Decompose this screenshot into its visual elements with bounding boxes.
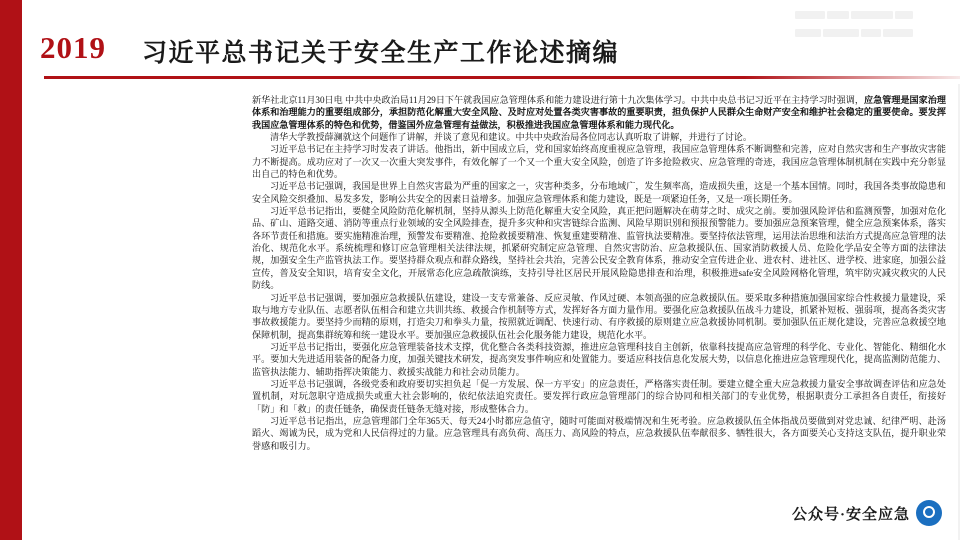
text-run: 习近平总书记指出，应急管理部门全年365天、每天24小时都应急值守，随时可能面对极端情况和生死考验。应急救援队伍全体指战员要做到对党忠诚、纪律严明、赴汤蹈火、竭诚为民，成为党和人民信得过的力量。应急管理具有高负荷、高压力、高风险的特点，应急救援队伍奉献很多、牺牲很大，各方面要关心支持这支队伍，提升职业荣誉感和吸引力。: [252, 415, 946, 451]
text-run: 习近平总书记指出，要强化应急管理装备技术支撑，优化整合各类科技资源，推进应急管理科技自主创新，依靠科技提高应急管理的科学化、专业化、智能化、精细化水平。要加大先进适用装备的配备力度，加强关键技术研发，提高突发事件响应和处置能力。要适应科技信息化发展大势，以信息化推进应急管理现代化，提高监测防范能力、监管执法能力、辅助指挥决策能力、救援实战能力和社会动员能力。: [252, 341, 946, 377]
watermark-stamp: [792, 500, 942, 526]
left-accent-band: [0, 0, 22, 540]
top-right-watermark: [794, 8, 944, 30]
body-paragraph: [252, 94, 946, 131]
text-run: 习近平总书记在主持学习时发表了讲话。他指出，新中国成立后，党和国家始终高度重视应急管理，我国应急管理体系不断调整和完善，应对自然灾害和生产事故灾害能力不断提高。成功应对了一次又一次重大突发事件，有效化解了一个又一个重大安全风险，创造了许多抢险救灾、应急管理的奇迹，我国应急管理体制机制在实践中充分彰显出自己的特色和优势。: [252, 144, 946, 180]
watermark-label: 公众号·安全应急: [791, 506, 910, 523]
text-run: 习近平总书记强调，要加强应急救援队伍建设，建设一支专常兼备、反应灵敏、作风过硬、本领高强的应急救援队伍。要采取多种措施加强国家综合性救援力量建设，采取与地方专业队伍、志愿者队伍相合和建立共训共练、救援合作机制等方式，发挥好各方面力量作用。要强化应急救援队伍战斗力建设，抓紧补短板、强弱项，提高各类灾害事故救援能力。要坚持少而精的原则，打造尖刀和拳头力量，按照就近调配、快速行动、有序救援的原则建立应急救援协同机制。要加强队伍正规化建设，完善应急救援空地保障机制，提高集群统筹和统一建设水平。要加强应急救援队伍社会化服务能力建设，规范化水平。: [252, 292, 946, 340]
page-title: 习近平总书记关于安全生产工作论述摘编: [142, 40, 620, 67]
header-divider: [44, 76, 744, 79]
body-paragraph: [252, 292, 946, 341]
body-paragraph: [252, 131, 946, 143]
text-run: 习近平总书记强调，我国是世界上自然灾害最为严重的国家之一，灾害种类多，分布地域广，发生频率高，造成损失重，这是一个基本国情。同时，我国各类事故隐患和安全风险交织叠加、易发多发，影响公共安全的因素日益增多。加强应急管理体系和能力建设，既是一项紧迫任务，又是一项长期任务。: [252, 181, 946, 204]
body-paragraph: [252, 180, 946, 205]
slide-header: [22, 0, 960, 84]
body-paragraph: [252, 341, 946, 378]
text-run: 习近平总书记强调，各级党委和政府要切实担负起「促一方发展、保一方平安」的应急责任，严格落实责任制。要建立健全重大应急救援力量安全事故调查评估和应急处置机制，对玩忽职守造成损失或重大社会影响的，依纪依法追究责任。要发挥行政应急管理部门的综合协同和相关部门的专业优势，根据职责分工承担各自责任，衔接好「防」和「救」的责任链条，确保责任链条无缝对接，形成整体合力。: [252, 378, 946, 414]
text-run: 习近平总书记指出，要健全风险防范化解机制，坚持从源头上防范化解重大安全风险，真正把问题解决在萌芽之时、成灾之前。要加强风险评估和监测预警，加强对危化品、矿山、道路交通、消防等重点行业领域的安全风险排查，提升多灾种和灾害链综合监测、风险早期识别和预报预警能力。要加强应急预案管理，健全应急预案体系，落实各环节责任和措施。要实施精准治理，预警发布要精准、抢险救援要精准、恢复重建要精准、监管执法要精准。要坚持依法管理，运用法治思维和法治方式提高应急管理的法治化、规范化水平。系统梳理和修订应急管理相关法律法规，抓紧研究制定应急管理、自然灾害防治、应急救援队伍、国家消防救援人员、危险化学品安全等方面的法律法规，加强安全生产监管执法工作。要坚持群众观点和群众路线，坚持社会共治，完善公民安全教育体系，推动安全宣传进企业、进农村、进社区、进学校、进家庭，加强公益宣传，普及安全知识，培育安全文化，开展常态化应急疏散演练，支持引导社区居民开展风险隐患排查和治理，积极推进safe安全风险网格化管理，筑牢防灾减灾救灾的人民防线。: [252, 206, 946, 291]
slide-year: 2019: [40, 30, 106, 65]
text-run: 新华社北京11月30日电 中共中央政治局11月29日下午就我国应急管理体系和能力建设进行第十九次集体学习。中共中央总书记习近平在主持学习时强调，: [252, 95, 864, 105]
header-divider-fade: [744, 76, 960, 79]
body-paragraph: [252, 205, 946, 291]
body-paragraph: [252, 143, 946, 180]
emphasis-run: 应急管理是国家治理体系和治理能力的重要组成部分，承担防范化解重大安全风险、及时应对处置各类灾害事故的重要职责，担负保护人民群众生命财产安全和维护社会稳定的重要使命。要发挥我国应急管理体系的特色和优势，借鉴国外应急管理有益做法，积极推进我国应急管理体系和能力现代化。: [252, 95, 946, 130]
text-run: 清华大学教授薛澜就这个问题作了讲解，并谈了意见和建议。中共中央政治局各位同志认真听取了讲解，并进行了讨论。: [270, 132, 752, 143]
body-paragraph: [252, 378, 946, 415]
body-paragraph: [252, 415, 946, 452]
left-gutter: [22, 94, 250, 534]
circle-seal-icon: [916, 500, 942, 526]
document-body: [252, 94, 946, 452]
